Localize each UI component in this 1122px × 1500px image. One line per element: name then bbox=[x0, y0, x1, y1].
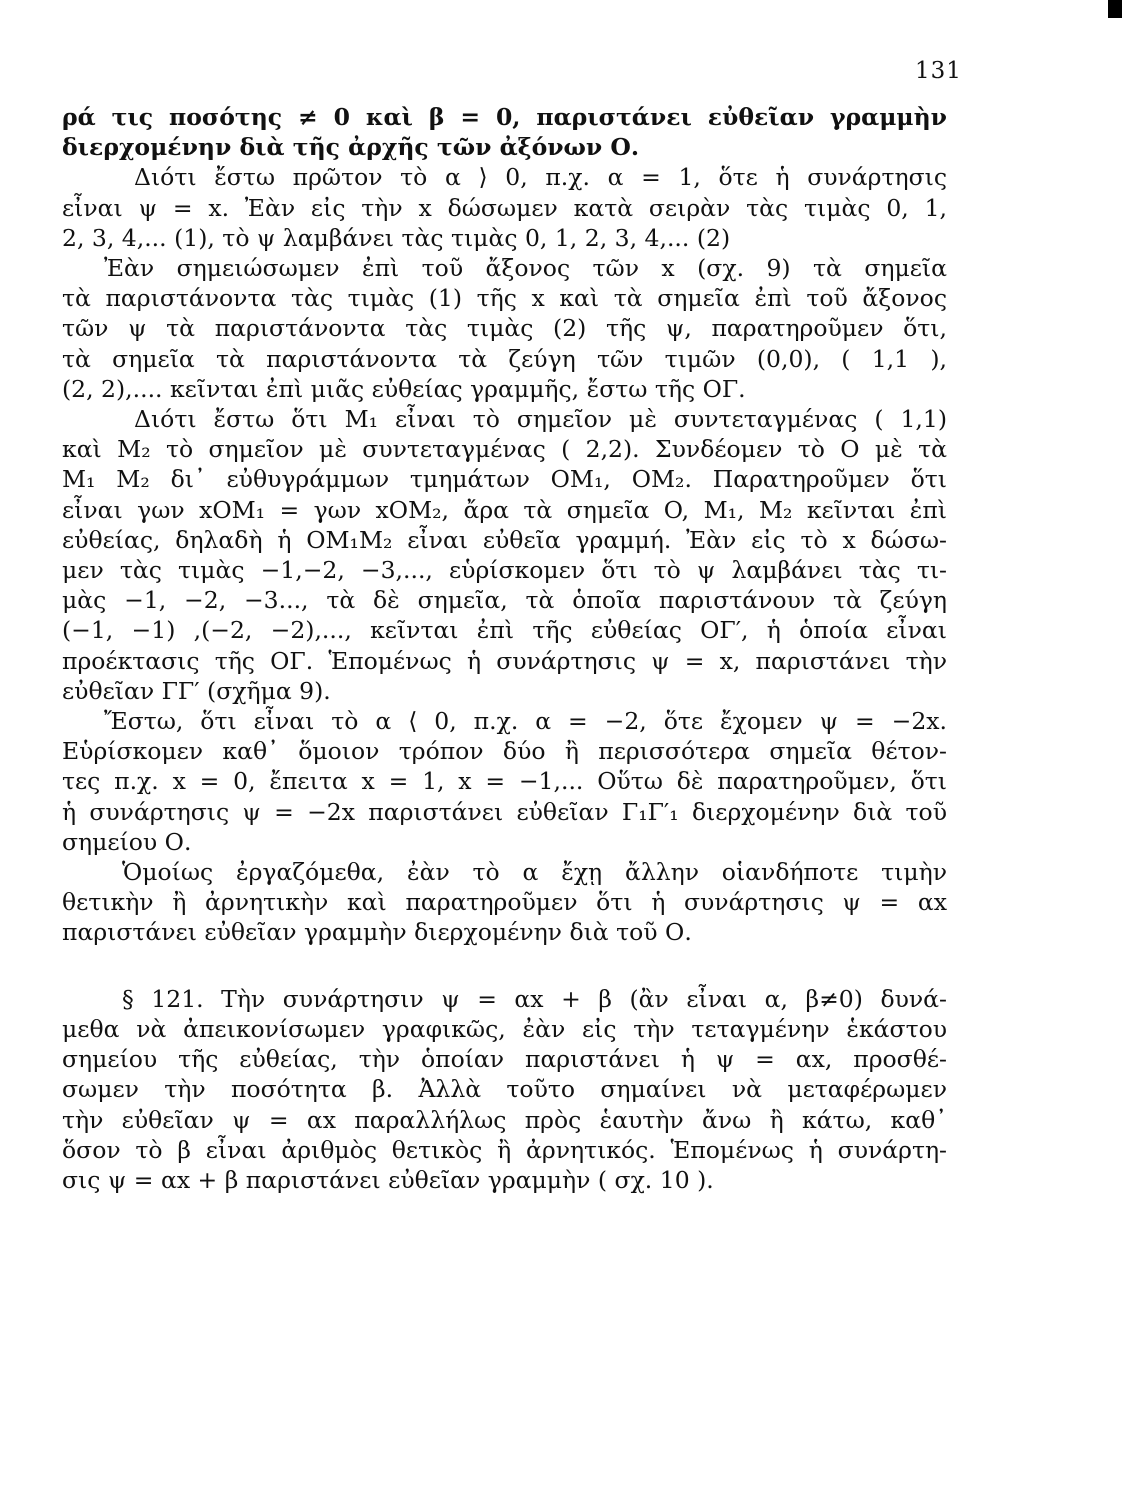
text-line: εὐθείας, δηλαδὴ ἡ OM₁M₂ εἶναι εὐθεῖα γραμμή. Ἐὰν εἰς τὸ x δώσω- bbox=[62, 525, 947, 554]
text-line: Εὑρίσκομεν καθ᾽ ὅμοιον τρόπον δύο ἢ περισσότερα σημεῖα θέτον- bbox=[62, 737, 947, 766]
text-line: Ὁμοίως ἐργαζόμεθα, ἐὰν τὸ α ἔχῃ ἄλλην οἱανδήποτε τιμὴν bbox=[122, 858, 947, 887]
text-line: εἶναι ψ = x. Ἐὰν εἰς τὴν x δώσωμεν κατὰ σειρὰν τὰς τιμὰς 0, 1, bbox=[62, 193, 947, 222]
text-line: εὐθεῖαν ΓΓ′ (σχῆμα 9). bbox=[62, 676, 331, 705]
text-line: τες π.χ. x = 0, ἔπειτα x = 1, x = −1,... Οὕτω δὲ παρατηροῦμεν, ὅτι bbox=[62, 767, 947, 796]
section-heading-line: § 121. Τὴν συνάρτησιν ψ = αx + β (ἂν εἶναι α, β≠0) δυνά- bbox=[122, 984, 947, 1013]
text-line: μὰς −1, −2, −3..., τὰ δὲ σημεῖα, τὰ ὁποῖα παριστάνουν τὰ ζεύγη bbox=[62, 586, 947, 615]
text-line: τὰ παριστάνοντα τὰς τιμὰς (1) τῆς x καὶ τὰ σημεῖα ἐπὶ τοῦ ἄξονος bbox=[62, 284, 947, 313]
paragraph-points-on-axis bbox=[62, 253, 947, 404]
text-line: Διότι ἔστω ὅτι M₁ εἶναι τὸ σημεῖον μὲ συντεταγμένας ( 1,1) bbox=[134, 405, 947, 434]
text-line: 2, 3, 4,... (1), τὸ ψ λαμβάνει τὰς τιμὰς 0, 1, 2, 3, 4,... (2) bbox=[62, 223, 731, 252]
text-line: ἡ συνάρτησις ψ = −2x παριστάνει εὐθεῖαν Γ₁Γ′₁ διερχομένην διὰ τοῦ bbox=[62, 797, 947, 826]
section-121 bbox=[62, 984, 947, 1195]
text-line: M₁ M₂ δι᾽ εὐθυγράμμων τμημάτων OM₁, OM₂. Παρατηροῦμεν ὅτι bbox=[62, 465, 947, 494]
text-line: Ἔστω, ὅτι εἶναι τὸ α ⟨ 0, π.χ. α = −2, ὅτε ἔχομεν ψ = −2x. bbox=[104, 707, 947, 736]
text-line: σωμεν τὴν ποσότητα β. Ἀλλὰ τοῦτο σημαίνει νὰ μεταφέρωμεν bbox=[62, 1075, 947, 1104]
page-body bbox=[62, 102, 947, 1195]
paragraph-general-case bbox=[62, 857, 947, 948]
text-line: ὅσον τὸ β εἶναι ἀριθμὸς θετικὸς ἢ ἀρνητικός. Ἑπομένως ἡ συνάρτη- bbox=[62, 1135, 947, 1164]
section-gap bbox=[62, 948, 947, 984]
paragraph-proof-m1-m2 bbox=[62, 404, 947, 706]
text-line: καὶ M₂ τὸ σημεῖον μὲ συντεταγμένας ( 2,2). Συνδέομεν τὸ Ο μὲ τὰ bbox=[62, 435, 947, 464]
text-line: τῶν ψ τὰ παριστάνοντα τὰς τιμὰς (2) τῆς ψ, παρατηροῦμεν ὅτι, bbox=[62, 314, 947, 343]
text-line: Ἐὰν σημειώσωμεν ἐπὶ τοῦ ἄξονος τῶν x (σχ. 9) τὰ σημεῖα bbox=[104, 254, 947, 283]
text-line: σημείου τῆς εὐθείας, τὴν ὁποίαν παριστάνει ἡ ψ = αx, προσθέ- bbox=[62, 1045, 947, 1074]
text-line: (2, 2),.... κεῖνται ἐπὶ μιᾶς εὐθείας γραμμῆς, ἔστω τῆς ΟΓ. bbox=[62, 374, 746, 403]
text-line: μεθα νὰ ἀπεικονίσωμεν γραφικῶς, ἐὰν εἰς τὴν τεταγμένην ἑκάστου bbox=[62, 1014, 947, 1043]
text-line: τὴν εὐθεῖαν ψ = αx παραλλήλως πρὸς ἑαυτὴν ἄνω ἢ κάτω, καθ᾽ bbox=[62, 1105, 947, 1134]
text-line: σις ψ = αx + β παριστάνει εὐθεῖαν γραμμὴν ( σχ. 10 ). bbox=[62, 1165, 714, 1194]
text-line: μεν τὰς τιμὰς −1,−2, −3,..., εὑρίσκομεν ὅτι τὸ ψ λαμβάνει τὰς τι- bbox=[62, 556, 947, 585]
text-line: παριστάνει εὐθεῖαν γραμμὴν διερχομένην διὰ τοῦ Ο. bbox=[62, 918, 692, 947]
paragraph-proof-positive bbox=[62, 162, 947, 253]
text-line: (−1, −1) ,(−2, −2),..., κεῖνται ἐπὶ τῆς εὐθείας ΟΓ′, ἡ ὁποία εἶναι bbox=[62, 616, 947, 645]
text-line: Διότι ἔστω πρῶτον τὸ α ⟩ 0, π.χ. α = 1, ὅτε ἡ συνάρτησις bbox=[134, 163, 947, 192]
text-line: σημείου Ο. bbox=[62, 827, 192, 856]
text-line: προέκτασις τῆς ΟΓ. Ἑπομένως ἡ συνάρτησις ψ = x, παριστάνει τὴν bbox=[62, 646, 947, 675]
text-line: θετικὴν ἢ ἀρνητικὴν καὶ παρατηροῦμεν ὅτι ἡ συνάρτησις ψ = αx bbox=[62, 888, 947, 917]
text-line: τὰ σημεῖα τὰ παριστάνοντα τὰ ζεύγη τῶν τιμῶν (0,0), ( 1,1 ), bbox=[62, 344, 947, 373]
paragraph-theorem bbox=[62, 102, 947, 162]
text-line: εἶναι γων xOM₁ = γων xOM₂, ἄρα τὰ σημεῖα O, M₁, M₂ κεῖνται ἐπὶ bbox=[62, 495, 947, 524]
text-line: διερχομένην διὰ τῆς ἀρχῆς τῶν ἀξόνων Ο. bbox=[62, 133, 640, 162]
scan-corner-mark bbox=[1108, 0, 1122, 18]
paragraph-negative-case bbox=[62, 706, 947, 857]
text-line: ρά τις ποσότης ≠ 0 καὶ β = 0, παριστάνει εὐθεῖαν γραμμὴν bbox=[62, 103, 947, 131]
page-number: 131 bbox=[915, 58, 962, 84]
